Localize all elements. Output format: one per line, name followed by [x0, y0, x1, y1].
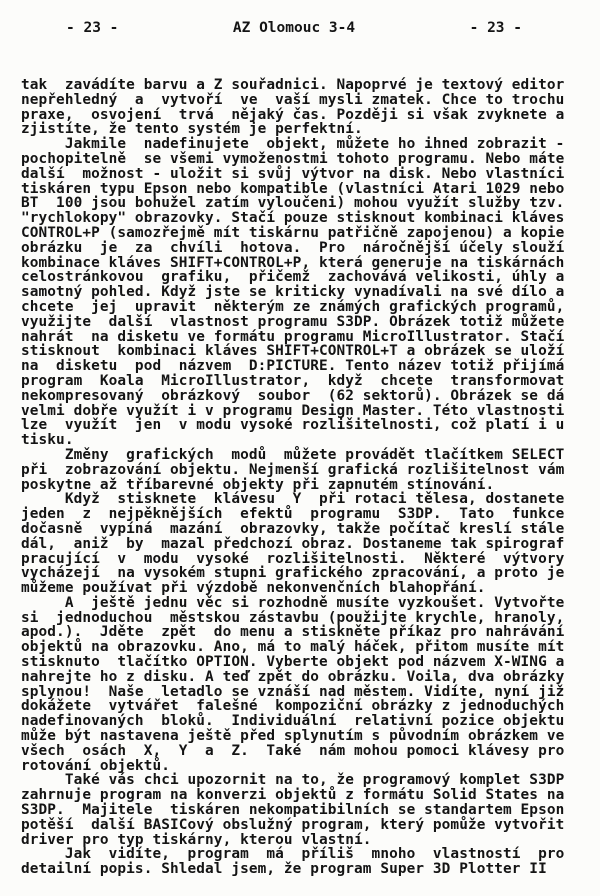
- text-line: driver pro typ tiskárny, kterou vlastní.: [21, 831, 372, 848]
- text-line: "rychlokopy" obrazovky. Stačí pouze stisknout kombinaci kláves: [21, 210, 565, 227]
- text-line: dokážete vytvářet falešné kompoziční obrázky z jednoduchých: [21, 698, 565, 715]
- text-line: obrázku je za chvíli hotova. Pro náročnější účely slouží: [21, 239, 565, 256]
- text-line: další možnost - uložit si svůj výtvor na disk. Nebo vlastníci: [21, 165, 565, 182]
- page-header: [0, 0, 600, 36]
- page-number-right: - 23 -: [469, 20, 522, 36]
- text-line: na disketu pod názvem D:PICTURE. Tento název totiž přijímá: [21, 358, 565, 375]
- text-line: pracující v modu vysoké rozlišitelnosti. Některé výtvory: [21, 550, 565, 567]
- text-line: pochopitelně se všemi vymoženostmi tohoto programu. Nebo máte: [21, 150, 565, 167]
- text-line: splynou! Naše letadlo se vznáší nad městem. Vidíte, nyní již: [21, 683, 565, 700]
- text-line: A ještě jednu věc si rozhodně musíte vyzkoušet. Vytvořte: [21, 594, 565, 611]
- text-line: nahrát na disketu ve formátu programu MicroIllustrator. Stačí: [21, 328, 565, 345]
- text-line: stisknout kombinaci kláves SHIFT+CONTROL+T a obrázek se uloží: [21, 343, 565, 360]
- text-line: tiskáren typu Epson nebo kompatible (vlastníci Atari 1029 nebo: [21, 180, 565, 197]
- text-line: jeden z nejpěknějších efektů programu S3DP. Tato funkce: [21, 506, 565, 523]
- text-line: S3DP. Majitele tiskáren nekompatibilních se standartem Epson: [21, 802, 565, 819]
- text-line: tak zavádíte barvu a Z souřadnici. Napoprvé je textový editor: [21, 77, 565, 93]
- text-line: potěší další BASICový obslužný program, který pomůže vytvořit: [21, 816, 565, 833]
- text-line: zahrnuje program na konverzi objektů z formátu Solid States na: [21, 787, 565, 804]
- text-line: kombinace kláves SHIFT+CONTROL+P, která generuje na tiskárnách: [21, 254, 565, 271]
- text-line: Když stisknete klávesu Y při rotaci tělesa, dostanete: [21, 491, 565, 508]
- text-line: Jak vidíte, program má příliš mnoho vlastností pro: [21, 846, 565, 863]
- text-line: může být nastavena ještě před splynutím s původním obrázkem ve: [21, 728, 565, 745]
- text-line: celostránkovou grafiku, přičemž zachovává velikosti, úhly a: [21, 269, 565, 286]
- text-line: rotování objektů.: [21, 757, 170, 774]
- text-line: dál, aniž by mazal předchozí obraz. Dostaneme tak spirograf: [21, 535, 565, 552]
- text-line: Změny grafických modů můžete provádět tlačítkem SELECT: [21, 446, 565, 463]
- text-line: dočasně vypíná mazání obrazovky, takže počítač kreslí stále: [21, 520, 565, 537]
- text-line: tisku.: [21, 432, 74, 449]
- text-line: Jakmile nadefinujete objekt, můžete ho ihned zobrazit -: [21, 136, 565, 153]
- text-line: objektů na obrazovku. Ano, má to malý háček, přitom musíte mít: [21, 639, 565, 656]
- text-line: CONTROL+P (samozřejmě mít tiskárnu patřičně zapojenou) a kopie: [21, 224, 565, 241]
- text-line: chcete jej upravit některým ze známých grafických programů,: [21, 298, 565, 315]
- journal-title: AZ Olomouc 3-4: [232, 20, 356, 36]
- text-line: využijte další vlastnost programu S3DP. Obrázek totiž můžete: [21, 313, 565, 330]
- text-line: zjistíte, že tento systém je perfektní.: [21, 121, 363, 138]
- text-line: detailní popis. Shledal jsem, že program Super 3D Plotter II: [21, 861, 547, 878]
- text-line: při zobrazování objektu. Nejmenší grafická rozlišitelnost vám: [21, 461, 565, 478]
- text-line: poskytne až tříbarevné objekty při zapnutém stínování.: [21, 476, 495, 493]
- text-line: nepřehledný a vytvoří ve vaší mysli zmatek. Chce to trochu: [21, 91, 565, 108]
- page-number-left: - 23 -: [66, 20, 119, 36]
- text-line: můžeme používat při výzdobě nekonvenčních blahopřání.: [21, 580, 486, 597]
- text-line: velmi dobře využít i v programu Design Master. Této vlastnosti: [21, 402, 565, 419]
- text-line: apod.). Jděte zpět do menu a stiskněte příkaz pro nahrávání: [21, 624, 565, 641]
- text-line: lze využít jen v modu vysoké rozlišitelnosti, což platí i u: [21, 417, 565, 434]
- text-line: nekompresovaný obrázkový soubor (62 sektorů). Obrázek se dá: [21, 387, 565, 404]
- text-line: nahrejte ho z disku. A teď zpět do obrázku. Voila, dva obrázky: [21, 668, 565, 685]
- text-line: program Koala MicroIllustrator, když chcete transformovat: [21, 372, 565, 389]
- text-line: nadefinovaných bloků. Individuální relativní pozice objektu: [21, 713, 565, 730]
- text-line: všech osách X, Y a Z. Také nám mohou pomoci klávesy pro: [21, 742, 565, 759]
- text-line: praxe, osvojení trvá nějaký čas. Později si však zvyknete a: [21, 106, 565, 123]
- text-line: si jednoduchou městskou zástavbu (použijte krychle, hranoly,: [21, 609, 565, 626]
- text-line: Také vás chci upozornit na to, že programový komplet S3DP: [21, 772, 565, 789]
- article-body: [0, 78, 600, 877]
- text-line: vycházejí na vysokém stupni grafického zpracování, a proto je: [21, 565, 565, 582]
- text-line: stisknuto tlačítko OPTION. Vyberte objekt pod názvem X-WING a: [21, 654, 565, 671]
- text-line: BT 100 jsou bohužel zatím vyloučeni) mohou využít služby tzv.: [21, 195, 565, 212]
- text-line: samotný pohled. Když jste se kriticky vynadívali na své dílo a: [21, 284, 565, 301]
